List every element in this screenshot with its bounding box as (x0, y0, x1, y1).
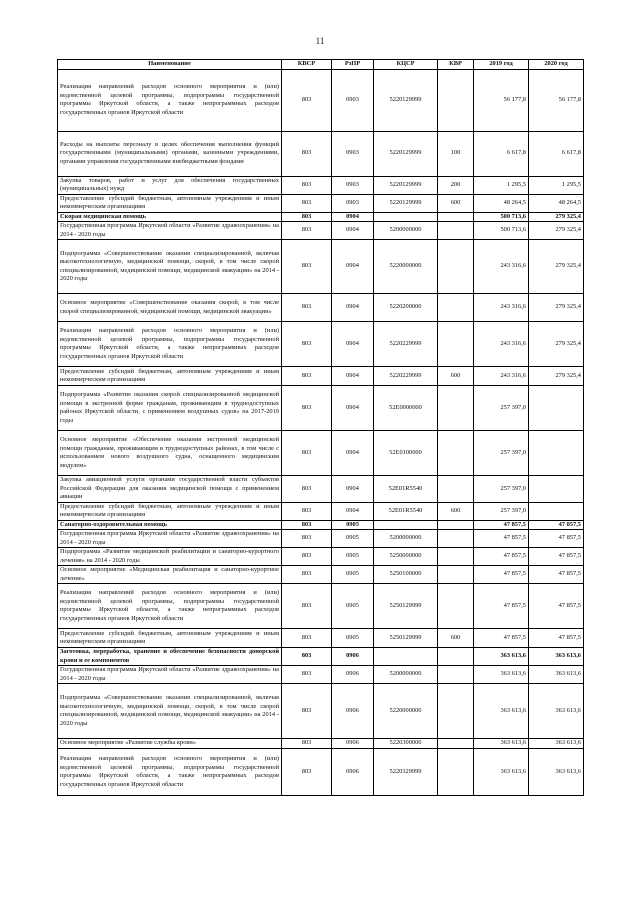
header-kvsr: КВСР (282, 60, 332, 70)
row-kvsr: 803 (282, 566, 332, 584)
row-rzpr: 0904 (332, 431, 374, 476)
row-kvr (438, 431, 474, 476)
row-kvsr: 803 (282, 431, 332, 476)
row-kvsr: 803 (282, 69, 332, 131)
row-kvsr: 803 (282, 131, 332, 176)
row-name: Заготовка, переработка, хранение и обеспечение безопасности донорской крови и ее компонентов (58, 648, 282, 666)
row-name: Реализация направлений расходов основного мероприятия и (или) ведомственной целевой программы, подпрограммы государственной программы Иркутской области, а также непрограммных расходов государственных органов Иркутской области (58, 69, 282, 131)
row-2019: 363 613,6 (474, 684, 529, 739)
row-kcsr: 5250129999 (374, 584, 438, 629)
row-2019: 363 613,6 (474, 666, 529, 684)
row-2019: 363 613,6 (474, 749, 529, 796)
row-rzpr: 0904 (332, 322, 374, 367)
row-2019: 243 316,6 (474, 240, 529, 294)
row-name: Подпрограмма «Развитие медицинской реабилитации и санаторно-курортного лечения» на 2014 - 2020 годы (58, 548, 282, 566)
row-rzpr: 0904 (332, 222, 374, 240)
row-2020: 6 617,8 (529, 131, 584, 176)
row-name: Закупка товаров, работ и услуг для обеспечения государственных (муниципальных) нужд (58, 176, 282, 194)
row-rzpr: 0906 (332, 739, 374, 749)
row-kvr (438, 69, 474, 131)
row-rzpr: 0906 (332, 749, 374, 796)
row-kcsr: 52E01R5540 (374, 476, 438, 503)
row-2019: 47 857,5 (474, 566, 529, 584)
row-kcsr: 5250000000 (374, 548, 438, 566)
row-name: Предоставление субсидий бюджетным, автономным учреждениям и иным некоммерческим организациям (58, 367, 282, 386)
row-name: Основное мероприятие «Обеспечение оказания экстренной медицинской помощи гражданам, проживающим в труднодоступных районах, в том числе с использованием нового воздушного судна, оснащенного медицинским модулем» (58, 431, 282, 476)
table-row (58, 520, 584, 530)
row-name: Предоставление субсидий бюджетным, автономным учреждениям и иным некоммерческим организациям (58, 502, 282, 520)
table-row (58, 648, 584, 666)
row-name: Основное мероприятие «Медицинская реабилитация и санаторно-курортное лечение» (58, 566, 282, 584)
row-kvr: 100 (438, 131, 474, 176)
row-kvsr: 803 (282, 322, 332, 367)
row-kvr: 600 (438, 194, 474, 212)
table-row (58, 386, 584, 431)
row-rzpr: 0905 (332, 584, 374, 629)
row-name: Предоставление субсидий бюджетным, автономным учреждениям и иным некоммерческим организациям (58, 629, 282, 648)
row-2020 (529, 502, 584, 520)
row-rzpr: 0904 (332, 386, 374, 431)
table-row (58, 566, 584, 584)
row-2020: 279 325,4 (529, 222, 584, 240)
row-name: Государственная программа Иркутской области «Развитие здравоохранения» на 2014 - 2020 годы (58, 666, 282, 684)
table-row (58, 476, 584, 503)
row-name: Основное мероприятие «Совершенствование оказания скорой, в том числе скорой специализированной, медицинской помощи, медицинской эвакуации» (58, 294, 282, 322)
row-rzpr: 0904 (332, 294, 374, 322)
row-kvr (438, 648, 474, 666)
row-kvr (438, 476, 474, 503)
table-row (58, 548, 584, 566)
row-2020: 47 857,5 (529, 530, 584, 548)
row-2019: 47 857,5 (474, 530, 529, 548)
row-kvr: 600 (438, 367, 474, 386)
row-2019: 6 617,8 (474, 131, 529, 176)
row-kvsr: 803 (282, 548, 332, 566)
row-kcsr: 52E0100000 (374, 431, 438, 476)
row-kvsr: 803 (282, 666, 332, 684)
row-name: Предоставление субсидий бюджетным, автономным учреждениям и иным некоммерческим организациям (58, 194, 282, 212)
row-kvr (438, 530, 474, 548)
row-2020 (529, 431, 584, 476)
row-2019: 48 264,5 (474, 194, 529, 212)
row-kcsr: 5220300000 (374, 739, 438, 749)
row-kvsr: 803 (282, 749, 332, 796)
row-2019: 500 713,6 (474, 222, 529, 240)
row-kvr (438, 294, 474, 322)
row-2019: 500 713,6 (474, 212, 529, 222)
row-kvr (438, 666, 474, 684)
row-2019: 243 316,6 (474, 367, 529, 386)
row-kvsr: 803 (282, 240, 332, 294)
table-row (58, 176, 584, 194)
row-rzpr: 0903 (332, 69, 374, 131)
table-row (58, 666, 584, 684)
row-kvr (438, 212, 474, 222)
row-2020: 47 857,5 (529, 584, 584, 629)
row-rzpr: 0904 (332, 502, 374, 520)
row-kvr (438, 520, 474, 530)
row-name: Подпрограмма «Совершенствование оказания специализированной, включая высокотехнологичную, медицинской помощи, скорой, в том числе скорой специализированной, медицинской помощи, медицинской эвакуации» на 2014 - 2020 годы (58, 684, 282, 739)
row-kcsr: 5220129999 (374, 194, 438, 212)
row-kcsr: 5250129999 (374, 629, 438, 648)
table-row (58, 194, 584, 212)
header-kvr: КВР (438, 60, 474, 70)
row-kcsr: 5220129999 (374, 131, 438, 176)
row-rzpr: 0905 (332, 566, 374, 584)
row-kcsr: 5220200000 (374, 294, 438, 322)
row-name: Подпрограмма «Развитие оказания скорой специализированной медицинской помощи в экстренной форме гражданам, проживающим в труднодоступных районах Иркутской области, с применением воздушных судов» на 2017-2019 годы (58, 386, 282, 431)
row-2019: 47 857,5 (474, 629, 529, 648)
row-kvr (438, 684, 474, 739)
row-kvsr: 803 (282, 584, 332, 629)
header-name: Наименование (58, 60, 282, 70)
row-2020: 56 177,8 (529, 69, 584, 131)
table-row (58, 367, 584, 386)
table-row (58, 212, 584, 222)
row-rzpr: 0906 (332, 648, 374, 666)
row-name: Основное мероприятие «Развитие службы крови» (58, 739, 282, 749)
row-2019: 363 613,6 (474, 739, 529, 749)
row-2020: 363 613,6 (529, 648, 584, 666)
row-kvsr: 803 (282, 367, 332, 386)
row-kvr (438, 739, 474, 749)
row-name: Государственная программа Иркутской области «Развитие здравоохранения» на 2014 - 2020 годы (58, 530, 282, 548)
row-2020: 363 613,6 (529, 684, 584, 739)
row-2019: 56 177,8 (474, 69, 529, 131)
row-rzpr: 0903 (332, 194, 374, 212)
row-2020: 1 295,5 (529, 176, 584, 194)
row-kcsr: 5220329999 (374, 749, 438, 796)
table-row (58, 431, 584, 476)
row-kvsr: 803 (282, 684, 332, 739)
row-kvr (438, 548, 474, 566)
row-kvr (438, 386, 474, 431)
table-row (58, 502, 584, 520)
row-2019: 257 397,0 (474, 476, 529, 503)
row-rzpr: 0903 (332, 131, 374, 176)
row-kcsr (374, 520, 438, 530)
row-name: Скорая медицинская помощь (58, 212, 282, 222)
row-2020: 279 325,4 (529, 322, 584, 367)
row-kcsr: 5220129999 (374, 176, 438, 194)
row-2019: 243 316,6 (474, 294, 529, 322)
row-rzpr: 0904 (332, 476, 374, 503)
row-kvsr: 803 (282, 222, 332, 240)
row-2020: 279 325,4 (529, 367, 584, 386)
row-kvsr: 803 (282, 520, 332, 530)
row-kvsr: 803 (282, 739, 332, 749)
row-2020: 48 264,5 (529, 194, 584, 212)
row-2020 (529, 386, 584, 431)
row-kvsr: 803 (282, 176, 332, 194)
row-2019: 1 295,5 (474, 176, 529, 194)
table-row (58, 739, 584, 749)
row-rzpr: 0905 (332, 520, 374, 530)
row-name: Реализация направлений расходов основного мероприятия и (или) ведомственной целевой программы, подпрограммы государственной программы Иркутской области, а также непрограммных расходов государственных органов Иркутской области (58, 322, 282, 367)
row-kvr: 600 (438, 629, 474, 648)
row-2020: 47 857,5 (529, 566, 584, 584)
row-kcsr: 5220000000 (374, 240, 438, 294)
row-kvr (438, 749, 474, 796)
row-rzpr: 0906 (332, 666, 374, 684)
row-kvsr: 803 (282, 386, 332, 431)
row-kvsr: 803 (282, 629, 332, 648)
row-kcsr: 5250100000 (374, 566, 438, 584)
header-2020: 2020 год (529, 60, 584, 70)
row-kvsr: 803 (282, 294, 332, 322)
table-row (58, 69, 584, 131)
row-2020: 279 325,4 (529, 212, 584, 222)
row-kvr: 200 (438, 176, 474, 194)
row-2020 (529, 476, 584, 503)
row-name: Расходы на выплаты персоналу в целях обеспечения выполнения функций государственными (муниципальными) органами, казенными учреждениями, органами управления государственными внебюджетными фондами (58, 131, 282, 176)
header-kcsr: КЦСР (374, 60, 438, 70)
row-2020: 363 613,6 (529, 666, 584, 684)
table-row (58, 584, 584, 629)
row-kcsr: 5220129999 (374, 69, 438, 131)
row-2019: 257 397,0 (474, 386, 529, 431)
table-row (58, 629, 584, 648)
table-row (58, 749, 584, 796)
row-2019: 257 397,0 (474, 431, 529, 476)
row-kvr (438, 584, 474, 629)
row-2019: 47 857,5 (474, 520, 529, 530)
row-2020: 47 857,5 (529, 629, 584, 648)
row-2020: 47 857,5 (529, 520, 584, 530)
row-kvsr: 803 (282, 530, 332, 548)
row-rzpr: 0906 (332, 684, 374, 739)
row-2020: 363 613,6 (529, 739, 584, 749)
row-name: Реализация направлений расходов основного мероприятия и (или) ведомственной целевой программы, подпрограммы государственной программы Иркутской области, а также непрограммных расходов государственных органов Иркутской области (58, 749, 282, 796)
row-2019: 363 613,6 (474, 648, 529, 666)
table-header-row (58, 60, 584, 70)
header-2019: 2019 год (474, 60, 529, 70)
row-kcsr: 5200000000 (374, 530, 438, 548)
row-kcsr (374, 648, 438, 666)
row-kvsr: 803 (282, 194, 332, 212)
table-row (58, 322, 584, 367)
header-rzpr: РзПР (332, 60, 374, 70)
row-name: Закупка авиационной услуги органами государственной власти субъектов Российской Федерации для оказания медицинской помощи с применением авиации (58, 476, 282, 503)
table-row (58, 530, 584, 548)
row-rzpr: 0903 (332, 176, 374, 194)
row-2019: 257 397,0 (474, 502, 529, 520)
row-2019: 47 857,5 (474, 584, 529, 629)
row-kvsr: 803 (282, 502, 332, 520)
row-kcsr: 52E0000000 (374, 386, 438, 431)
row-2019: 47 857,5 (474, 548, 529, 566)
row-name: Реализация направлений расходов основного мероприятия и (или) ведомственной целевой программы, подпрограммы государственной программы Иркутской области, а также непрограммных расходов государственных органов Иркутской области (58, 584, 282, 629)
row-rzpr: 0905 (332, 548, 374, 566)
row-rzpr: 0905 (332, 629, 374, 648)
row-name: Подпрограмма «Совершенствование оказания специализированной, включая высокотехнологичную, медицинской помощи, скорой, в том числе скорой специализированной, медицинской помощи, медицинской эвакуации» на 2014 - 2020 годы (58, 240, 282, 294)
row-name: Санаторно-оздоровительная помощь (58, 520, 282, 530)
row-kcsr: 5200000000 (374, 666, 438, 684)
row-rzpr: 0904 (332, 212, 374, 222)
row-kcsr: 5200000000 (374, 222, 438, 240)
row-2019: 243 316,6 (474, 322, 529, 367)
row-2020: 363 613,6 (529, 749, 584, 796)
row-kcsr: 52E01R5540 (374, 502, 438, 520)
row-name: Государственная программа Иркутской области «Развитие здравоохранения» на 2014 - 2020 годы (58, 222, 282, 240)
page-number: 11 (315, 36, 325, 46)
table-row (58, 131, 584, 176)
row-kcsr: 5220229999 (374, 322, 438, 367)
row-2020: 47 857,5 (529, 548, 584, 566)
row-2020: 279 325,4 (529, 240, 584, 294)
budget-table (57, 59, 584, 796)
row-kvr (438, 322, 474, 367)
row-rzpr: 0905 (332, 530, 374, 548)
row-kvr (438, 240, 474, 294)
row-kcsr (374, 212, 438, 222)
row-kvr (438, 222, 474, 240)
row-rzpr: 0904 (332, 240, 374, 294)
row-2020: 279 325,4 (529, 294, 584, 322)
row-kcsr: 5220229999 (374, 367, 438, 386)
row-kvsr: 803 (282, 648, 332, 666)
table-row (58, 684, 584, 739)
row-kvsr: 803 (282, 476, 332, 503)
row-kcsr: 5220000000 (374, 684, 438, 739)
table-row (58, 240, 584, 294)
table-row (58, 222, 584, 240)
row-kvr: 600 (438, 502, 474, 520)
row-kvsr: 803 (282, 212, 332, 222)
row-rzpr: 0904 (332, 367, 374, 386)
row-kvr (438, 566, 474, 584)
table-row (58, 294, 584, 322)
